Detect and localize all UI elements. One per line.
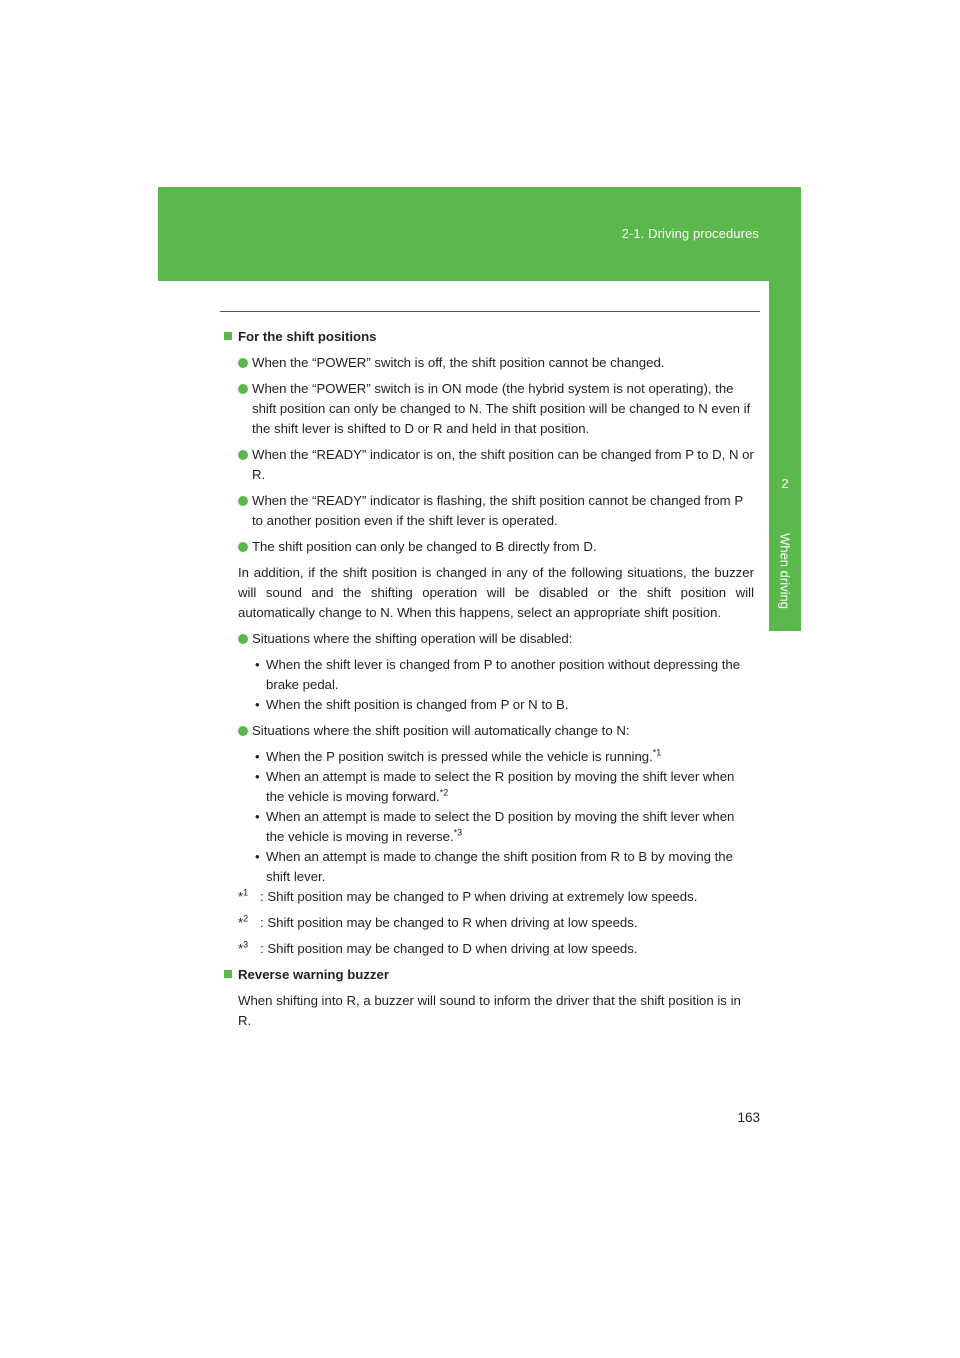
round-bullet-icon [238,384,248,394]
round-bullet-icon [238,358,248,368]
sub-list-item: • When an attempt is made to change the shift position from R to B by moving the shift lever. [255,849,733,884]
footnote: *$^2$ : Shift position may be changed to R when driving at low speeds. [238,913,638,930]
round-bullet-icon [238,726,248,736]
list-item: Situations where the shifting operation will be disabled: [238,629,754,649]
list-item: When the “READY” indicator is flashing, the shift position cannot be changed from P to another position even if the shift lever is operated. [238,491,754,531]
sub-list-item: • When an attempt is made to select the R position by moving the shift lever when the vehicle is moving forward.$^{*2}$ [255,769,735,804]
list-item: The shift position can only be changed to B directly from D. [238,537,754,557]
heading-shift-positions: For the shift positions [224,327,754,347]
list-item: When the “READY” indicator is on, the shift position can be changed from P to D, N or R. [238,445,754,485]
square-bullet-icon [224,970,232,978]
header-band [158,187,801,281]
sub-list-item: • When the shift lever is changed from P to another position without depressing the brake pedal. [255,657,741,692]
round-bullet-icon [238,450,248,460]
sub-list-item: • When an attempt is made to select the D position by moving the shift lever when the vehicle is moving in reverse.$^{*3}$ [255,809,735,844]
footnote: *$^3$ : Shift position may be changed to D when driving at low speeds. [238,939,638,956]
body-paragraph: In addition, if the shift position is changed in any of the following situations, the buzzer will sound and the shifting operation will be disabled or the shift position will automatically change to N. When this happens, select an appropriate shift position. [238,565,754,620]
page-content [238,327,754,1031]
chapter-label: When driving [777,533,793,609]
sub-list-item: • When the P position switch is pressed while the vehicle is running.$^{*1}$ [255,747,662,764]
round-bullet-icon [238,496,248,506]
round-bullet-icon [238,634,248,644]
round-bullet-icon [238,542,248,552]
page-number: 163 [737,1110,760,1125]
body-paragraph: When shifting into R, a buzzer will sound to inform the driver that the shift position is in R. [238,993,741,1028]
section-title: 2-1. Driving procedures [621,226,759,241]
section-divider [220,311,760,312]
heading-reverse-buzzer: Reverse warning buzzer [224,965,754,985]
sub-list-item: • When the shift position is changed from P or N to B. [255,697,569,712]
list-item: When the “POWER” switch is in ON mode (the hybrid system is not operating), the shift position can only be changed to N. The shift position will be changed to N even if the shift lever is shifted to D or R and held in that position. [238,379,754,439]
square-bullet-icon [224,332,232,340]
list-item: Situations where the shift position will automatically change to N: [238,721,754,741]
chapter-tab [769,281,801,631]
chapter-number: 2 [781,476,789,491]
footnote: *$^1$ : Shift position may be changed to P when driving at extremely low speeds. [238,887,698,904]
list-item: When the “POWER” switch is off, the shift position cannot be changed. [238,353,754,373]
